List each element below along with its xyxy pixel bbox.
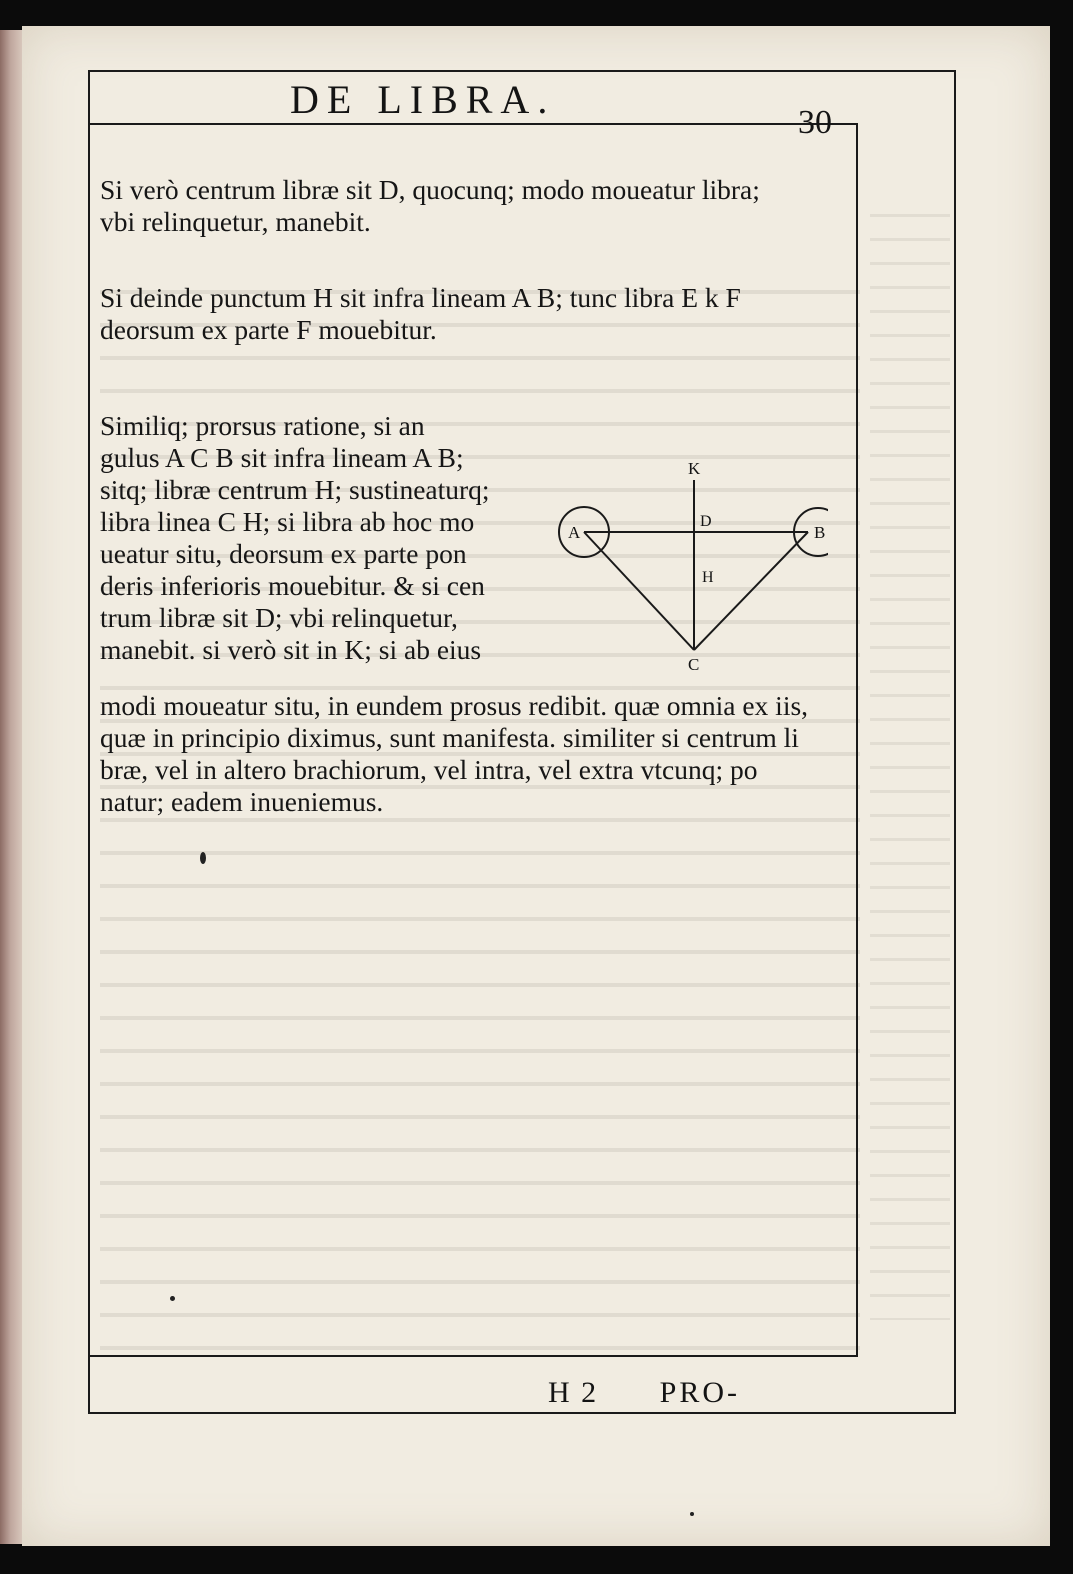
text-line: natur; eadem inueniemus. (100, 786, 384, 817)
label-a: A (568, 523, 581, 542)
text-line: vbi relinquetur, manebit. (100, 206, 371, 237)
text-line: libra linea C H; si libra ab hoc mo (100, 506, 475, 537)
label-b: B (814, 523, 826, 542)
ink-speck (690, 1512, 694, 1516)
line-b-c (694, 532, 808, 650)
page-number: 30 (798, 104, 832, 141)
ink-speck (200, 852, 206, 864)
text-line: ueatur situ, deorsum ex parte pon (100, 538, 467, 569)
footer (548, 1376, 740, 1410)
balance-diagram (538, 454, 828, 674)
label-h: H (702, 569, 714, 586)
text-line: manebit. si verò sit in K; si ab eius (100, 634, 482, 665)
text-line: deris inferioris mouebitur. & si cen (100, 570, 485, 601)
paragraph-1 (100, 174, 760, 238)
running-title: DE LIBRA. (290, 77, 556, 122)
text-line: bræ, vel in altero brachiorum, vel intra, vel extra vtcunq; po (100, 754, 758, 785)
signature-mark: H 2 (548, 1376, 599, 1409)
paragraph-2 (100, 282, 741, 346)
text-line: deorsum ex parte F mouebitur. (100, 314, 437, 345)
label-d: D (700, 513, 712, 530)
text-line: sitq; libræ centrum H; sustineaturq; (100, 474, 490, 505)
label-k: K (688, 459, 701, 478)
text-line: Si verò centrum libræ sit D, quocunq; modo moueatur libra; (100, 174, 760, 205)
text-line: Similiq; prorsus ratione, si an (100, 410, 425, 441)
paragraph-3-continued (100, 690, 808, 818)
paragraph-3 (100, 410, 490, 666)
label-c: C (688, 655, 700, 674)
text-line: modi moueatur situ, in eundem prosus redibit. quæ omnia ex iis, (100, 690, 809, 721)
catchword: PRO- (659, 1376, 741, 1409)
ink-speck (170, 1296, 175, 1301)
text-line: trum libræ sit D; vbi relinquetur, (100, 602, 458, 633)
text-line: quæ in principio diximus, sunt manifesta. similiter si centrum li (100, 722, 799, 753)
text-line: gulus A C B sit infra lineam A B; (100, 442, 464, 473)
text-line: Si deinde punctum H sit infra lineam A B; tunc libra E k F (100, 282, 741, 313)
